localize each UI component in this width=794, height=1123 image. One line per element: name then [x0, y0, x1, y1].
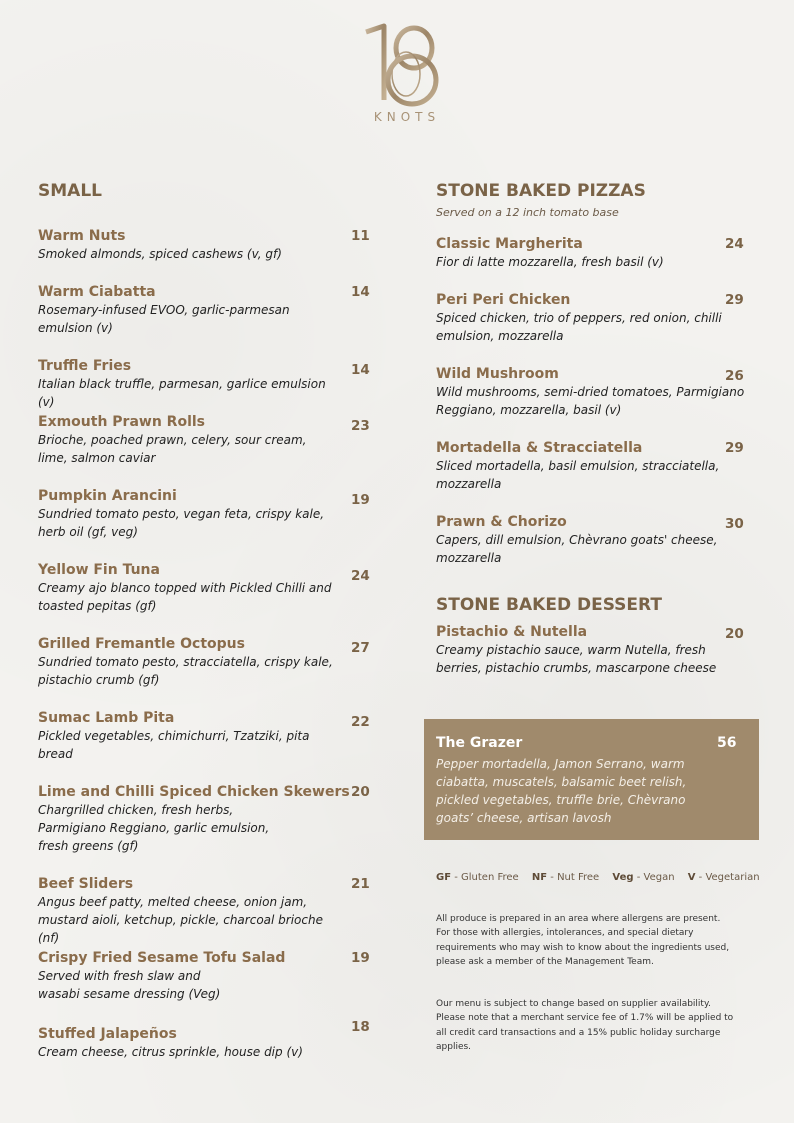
menu-item-wild-mushroom [436, 365, 746, 419]
menu-item-stuffed-jalapenos [38, 1025, 338, 1061]
item-price: 20 [351, 784, 370, 800]
legend-label: Vegan [643, 872, 675, 883]
logo-number-mark [356, 22, 448, 112]
grazer-description: Pepper mortadella, Jamon Serrano, warm ciabatta, muscatels, balsamic beet relish, pickled vegetables, truffle brie, Chèvrano goats’ cheese, artisan lavosh [436, 757, 687, 825]
item-name: Wild Mushroom [436, 366, 559, 382]
menu-item-warm-ciabatta [38, 283, 338, 337]
item-name: Classic Margherita [436, 236, 583, 252]
legend-code: NF [531, 872, 548, 883]
dessert-heading: STONE BAKED DESSERT [436, 595, 662, 615]
item-description: Smoked almonds, spiced cashews (v, gf) [38, 247, 282, 261]
item-price: 24 [351, 568, 370, 584]
item-description: Rosemary-infused EVOO, garlic-parmesan emulsion (v) [38, 303, 290, 335]
item-name: Stuffed Jalapeños [38, 1026, 177, 1042]
legend-label: Nut Free [557, 872, 600, 883]
item-name: Prawn & Chorizo [436, 514, 567, 530]
legend-code: GF [436, 872, 452, 883]
menu-item-chicken-skewers [38, 783, 350, 855]
item-description: Fior di latte mozzarella, fresh basil (v) [436, 255, 664, 269]
item-price: 23 [351, 418, 370, 434]
item-price: 19 [351, 950, 370, 966]
menu-item-sumac-lamb-pita [38, 709, 338, 763]
item-description: Cream cheese, citrus sprinkle, house dip (v) [38, 1045, 303, 1059]
menu-item-sesame-tofu-salad [38, 949, 338, 1003]
item-name: Beef Sliders [38, 876, 134, 892]
grazer-price: 56 [717, 735, 737, 751]
item-name: Peri Peri Chicken [436, 292, 571, 308]
item-description: Capers, dill emulsion, Chèvrano goats' cheese, mozzarella [436, 533, 718, 565]
legend-code: V [687, 872, 696, 883]
menu-item-warm-nuts [38, 227, 338, 263]
dietary-legend: GF - Gluten Free NF - Nut Free Veg - Vegan V - Vegetarian [436, 872, 760, 883]
item-description: Served with fresh slaw and wasabi sesame dressing (Veg) [38, 969, 221, 1001]
item-price: 18 [351, 1019, 370, 1035]
item-name: Grilled Fremantle Octopus [38, 636, 245, 652]
item-description: Pickled vegetables, chimichurri, Tzatziki, pita bread [38, 729, 310, 761]
item-name: Warm Nuts [38, 228, 126, 244]
item-description: Chargrilled chicken, fresh herbs, Parmigiano Reggiano, garlic emulsion, fresh greens (gf) [38, 803, 270, 853]
item-name: Pistachio & Nutella [436, 624, 588, 640]
legend-code: Veg [612, 872, 634, 883]
item-price: 26 [725, 368, 744, 384]
item-price: 14 [351, 362, 370, 378]
item-price: 30 [725, 516, 744, 532]
item-name: Mortadella & Stracciatella [436, 440, 643, 456]
item-description: Creamy ajo blanco topped with Pickled Chilli and toasted pepitas (gf) [38, 581, 332, 613]
menu-item-classic-margherita [436, 235, 746, 271]
menu-item-exmouth-prawn-rolls [38, 413, 338, 467]
item-description: Brioche, poached prawn, celery, sour cream, lime, salmon caviar [38, 433, 307, 465]
item-price: 22 [351, 714, 370, 730]
menu-item-yellow-fin-tuna [38, 561, 338, 615]
menu-item-mortadella-stracciatella [436, 439, 746, 493]
item-description: Sundried tomato pesto, stracciatella, crispy kale, pistachio crumb (gf) [38, 655, 333, 687]
item-price: 20 [725, 626, 744, 642]
pizzas-subheading: Served on a 12 inch tomato base [436, 206, 619, 219]
item-price: 29 [725, 292, 744, 308]
menu-item-beef-sliders [38, 875, 338, 947]
item-description: Angus beef patty, melted cheese, onion jam, mustard aioli, ketchup, pickle, charcoal brioche (nf) [38, 895, 323, 945]
item-name: Pumpkin Arancini [38, 488, 177, 504]
logo-wordmark: KNOTS [373, 110, 441, 124]
allergen-note: All produce is prepared in an area where allergens are present. For those with allergies, intolerances, and special dietary requirements who may wish to know about the ingredients used, please ask a member of the Management Team. [436, 914, 730, 968]
item-name: Exmouth Prawn Rolls [38, 414, 206, 430]
menu-item-pumpkin-arancini [38, 487, 338, 541]
menu-item-peri-peri-chicken [436, 291, 746, 345]
menu-item-grilled-fremantle-octopus [38, 635, 338, 689]
item-name: Warm Ciabatta [38, 284, 156, 300]
item-name: Lime and Chilli Spiced Chicken Skewers [38, 784, 350, 800]
item-name: Yellow Fin Tuna [38, 562, 160, 578]
item-price: 29 [725, 440, 744, 456]
item-name: Crispy Fried Sesame Tofu Salad [38, 950, 286, 966]
item-description: Italian black truffle, parmesan, garlice emulsion (v) [38, 377, 326, 409]
item-description: Sliced mortadella, basil emulsion, stracciatella, mozzarella [436, 459, 720, 491]
item-description: Creamy pistachio sauce, warm Nutella, fresh berries, pistachio crumbs, mascarpone cheese [436, 643, 717, 675]
item-price: 14 [351, 284, 370, 300]
legend-label: Gluten Free [461, 872, 519, 883]
grazer-box [424, 719, 759, 840]
grazer-name: The Grazer [436, 735, 523, 751]
pizzas-heading: STONE BAKED PIZZAS [436, 181, 646, 201]
item-price: 19 [351, 492, 370, 508]
menu-item-truffle-fries [38, 357, 338, 411]
item-name: Truffle Fries [38, 358, 132, 374]
item-description: Wild mushrooms, semi-dried tomatoes, Parmigiano Reggiano, mozzarella, basil (v) [436, 385, 745, 417]
logo [356, 22, 448, 130]
item-description: Sundried tomato pesto, vegan feta, crispy kale, herb oil (gf, veg) [38, 507, 325, 539]
item-price: 27 [351, 640, 370, 656]
item-price: 11 [351, 228, 370, 244]
menu-change-note: Our menu is subject to change based on supplier availability. Please note that a merchant service fee of 1.7% will be applied to all credit card transactions and a 15% public holiday surcharge applies. [436, 999, 734, 1053]
small-heading: SMALL [38, 181, 102, 201]
item-price: 24 [725, 236, 744, 252]
item-name: Sumac Lamb Pita [38, 710, 175, 726]
legend-label: Vegetarian [705, 872, 760, 883]
menu-item-pistachio-nutella [436, 623, 746, 677]
menu-item-prawn-chorizo [436, 513, 746, 567]
item-description: Spiced chicken, trio of peppers, red onion, chilli emulsion, mozzarella [436, 311, 722, 343]
item-price: 21 [351, 876, 370, 892]
